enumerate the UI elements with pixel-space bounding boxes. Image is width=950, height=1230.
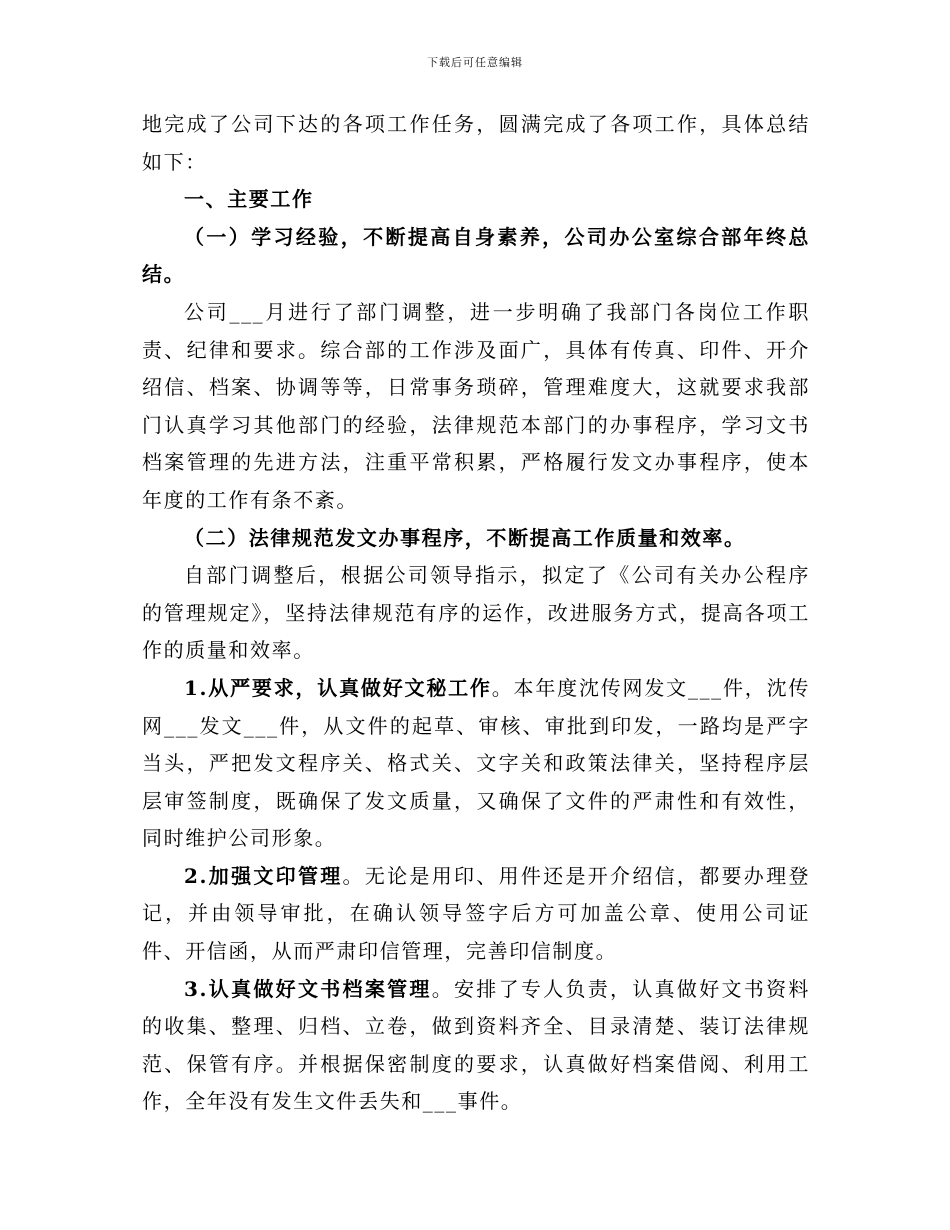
page-header-note: 下载后可任意编辑 (427, 56, 523, 69)
list-item-2-lead: 2.加强文印管理 (184, 863, 343, 888)
list-item-2 (142, 858, 810, 971)
heading-main-work: 一、主要工作 (184, 187, 314, 212)
paragraph-section-2: 自部门调整后，根据公司领导指示，拟定了《公司有关办公程序的管理规定》，坚持法律规范有序的运作，改进服务方式，提高各项工作的质量和效率。 (142, 563, 810, 663)
list-item-2-text: 。无论是用印、用件还是开介绍信，都要办理登记，并由领导审批，在确认领导签字后方可加盖公章、使用公司证件、开信函，从而严肃印信管理，完善印信制度。 (142, 863, 810, 964)
paragraph-intro: 地完成了公司下达的各项工作任务，圆满完成了各项工作，具体总结如下： (142, 112, 810, 174)
list-item-1-text: 。本年度沈传网发文___件，沈传网___发文___件，从文件的起草、审核、审批到印发，一路均是严字当头，严把发文程序关、格式关、文字关和政策法律关，坚持程序层层审签制度，既确保了发文质量，又确保了文件的严肃性和有效性，同时维护公司形象。 (142, 675, 810, 851)
list-item-1 (142, 670, 810, 858)
heading-section-2: （二）法律规范发文办事程序，不断提高工作质量和效率。 (184, 525, 746, 550)
list-item-1-lead: 1.从严要求，认真做好文秘工作 (184, 675, 492, 700)
list-item-3-lead: 3.认真做好文书档案管理 (184, 976, 432, 1001)
list-item-3 (142, 971, 810, 1121)
list-item-3-text: 。安排了专人负责，认真做好文书资料的收集、整理、归档、立卷，做到资料齐全、目录清楚、装订法律规范、保管有序。并根据保密制度的要求，认真做好档案借阅、利用工作，全年没有发生文件丢失和___事件。 (142, 976, 810, 1114)
document-body (142, 106, 810, 1121)
paragraph-section-1: 公司___月进行了部门调整，进一步明确了我部门各岗位工作职责、纪律和要求。综合部的工作涉及面广，具体有传真、印件、开介绍信、档案、协调等等，日常事务琐碎，管理难度大，这就要求我部门认真学习其他部门的经验，法律规范本部门的办事程序，学习文书档案管理的先进方法，注重平常积累，严格履行发文办事程序，使本年度的工作有条不紊。 (142, 299, 810, 512)
heading-section-1: （一）学习经验，不断提高自身素养，公司办公室综合部年终总结。 (142, 224, 810, 287)
